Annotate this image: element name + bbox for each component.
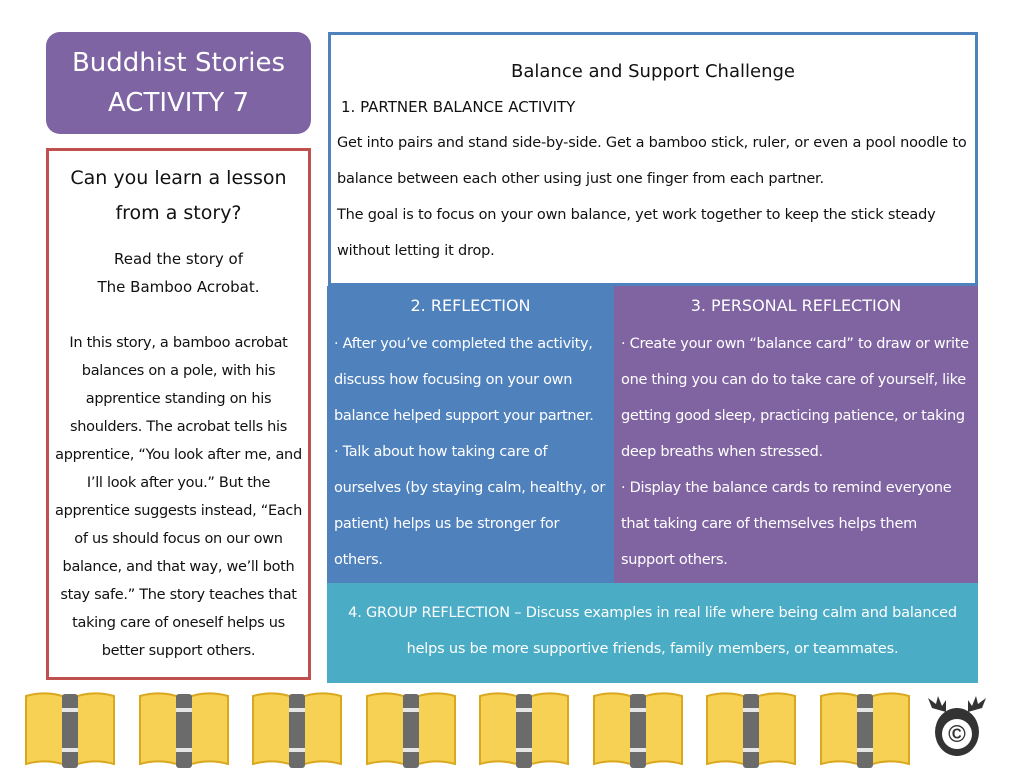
open-book-icon [705,690,797,768]
reflection-bullet-1: · After you’ve completed the activity, discuss how focusing on your own balance helped support your partner. [334,336,594,424]
open-book-icon [819,690,911,768]
moose-copyright-logo [924,694,990,760]
book-border [0,690,1024,768]
activity-number: ACTIVITY 7 [107,88,250,118]
group-reflection-text: 4. GROUP REFLECTION – Discuss examples in real life where being calm and balanced helps us be more supportive friends, family members, or teammates. [348,605,957,657]
copyright-symbol: © [948,721,966,748]
open-book-icon [592,690,684,768]
personal-reflection-panel [614,286,978,583]
personal-reflection-bullet-2: · Display the balance cards to remind everyone that taking care of themselves helps them support others. [621,480,952,568]
story-panel [46,148,311,680]
read-line-2: The Bamboo Acrobat. [97,278,260,296]
activity-title-banner [46,32,311,134]
story-read-prompt [55,245,302,301]
open-book-icon [24,690,116,768]
personal-reflection-bullet-1: · Create your own “balance card” to draw or write one thing you can do to take care of yourself, like getting good sleep, practicing patience, or taking deep breaths when stressed. [621,336,969,460]
challenge-subtitle: 1. PARTNER BALANCE ACTIVITY [341,98,576,116]
challenge-panel [328,32,978,286]
read-line-1: Read the story of [114,250,243,268]
series-title: Buddhist Stories [71,48,286,78]
story-question: Can you learn a lesson from a story? [70,167,287,224]
challenge-instructions: Get into pairs and stand side-by-side. Get a bamboo stick, ruler, or even a pool noodle to balance between each other using just one finger from each partner. [337,135,967,187]
reflection-title: 2. REFLECTION [410,296,531,315]
personal-reflection-title: 3. PERSONAL REFLECTION [690,296,902,315]
open-book-icon [478,690,570,768]
open-book-icon [138,690,230,768]
group-reflection-panel [327,583,978,683]
open-book-icon [365,690,457,768]
open-book-icon [251,690,343,768]
challenge-title: Balance and Support Challenge [511,61,795,82]
reflection-bullet-2: · Talk about how taking care of ourselves (by staying calm, healthy, or patient) helps us be stronger for others. [334,444,606,568]
reflection-panel [327,286,614,583]
story-summary: In this story, a bamboo acrobat balances on a pole, with his apprentice standing on his shoulders. The acrobat tells his apprentice, “You look after me, and I’ll look after you.” But the apprentice suggests instead, “Each of us should focus on our own balance, and that way, we’ll both stay safe.” The story teaches that taking care of oneself helps us better support others. [55,335,302,659]
challenge-goal: The goal is to focus on your own balance, yet work together to keep the stick steady without letting it drop. [337,207,936,259]
